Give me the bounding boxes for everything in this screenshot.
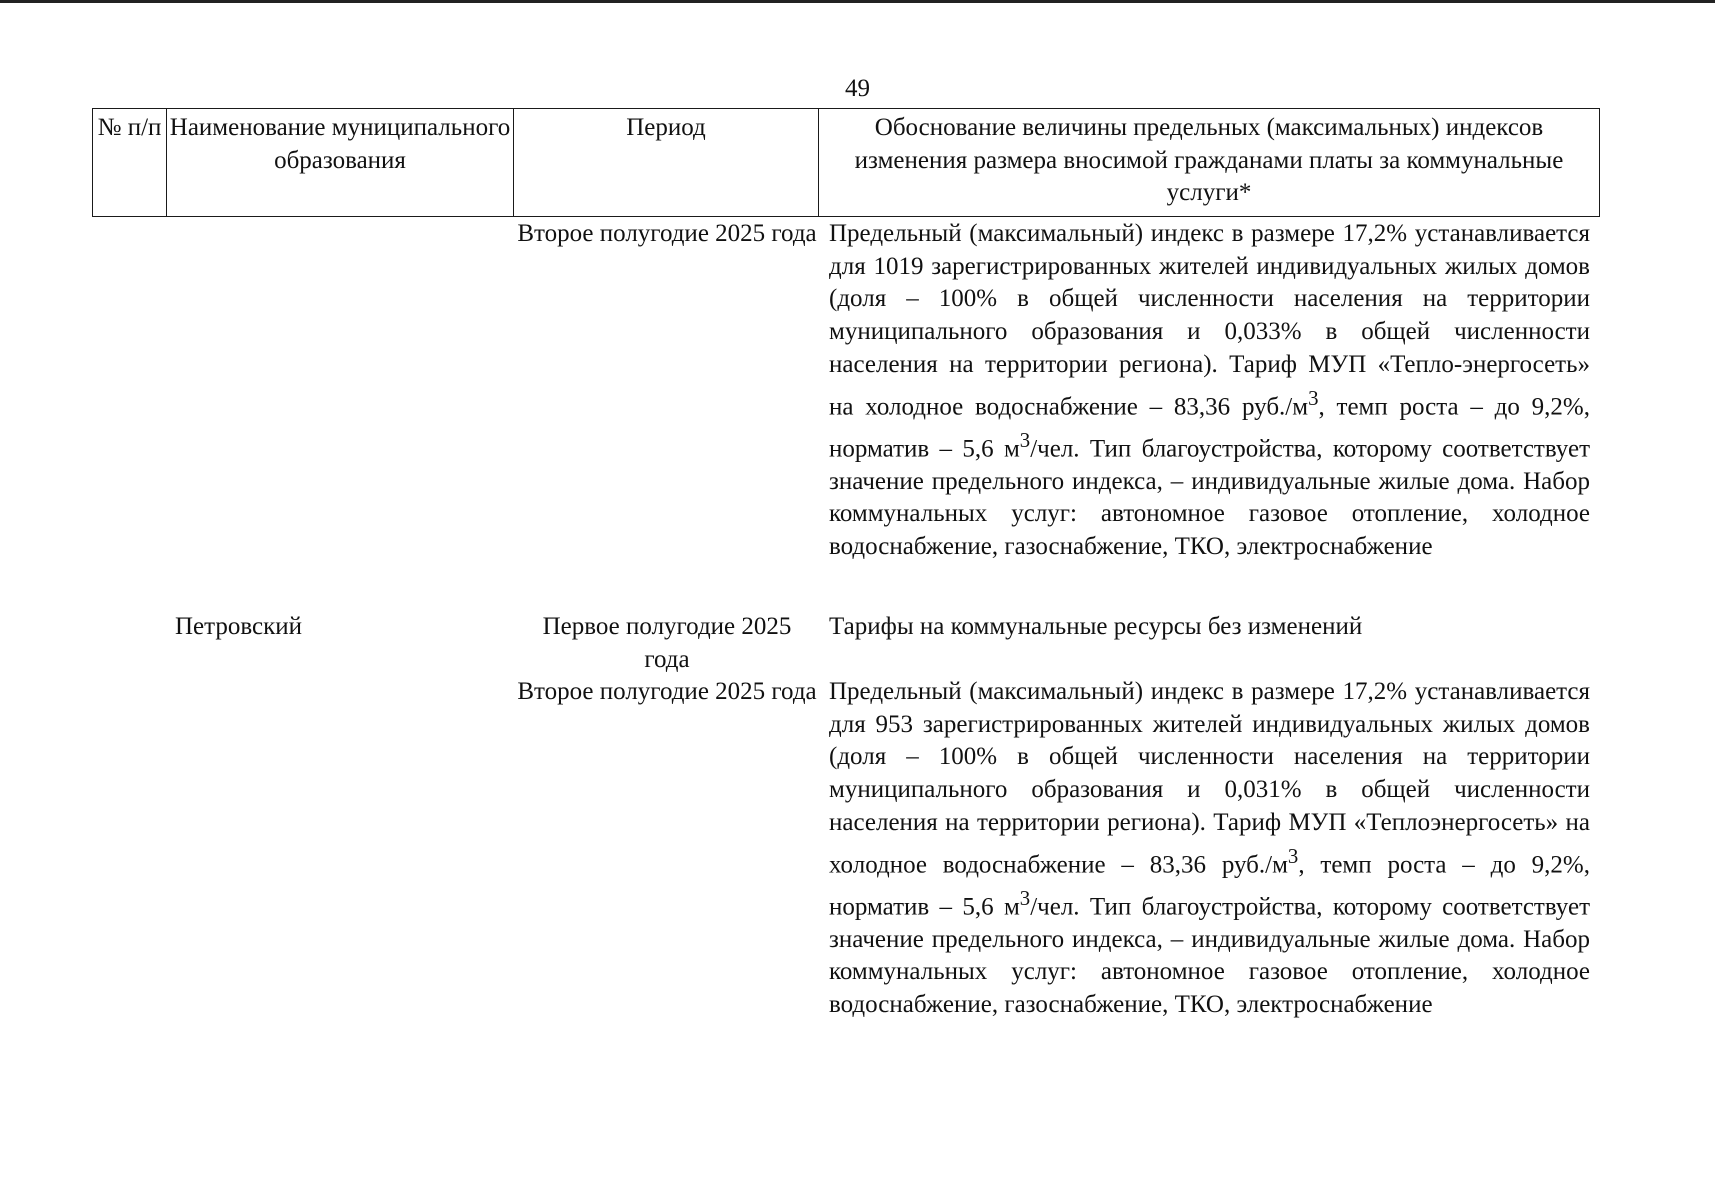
- header-number: № п/п: [93, 109, 167, 216]
- table-header: [92, 108, 1600, 217]
- row-2-justification: Тарифы на коммунальные ресурсы без изменений: [829, 613, 1363, 640]
- row-2-municipality: Петровский: [175, 613, 303, 640]
- page-number: 49: [845, 75, 870, 102]
- row-1-justification: Предельный (максимальный) индекс в размере 17,2% устанавливается для 1019 зарегистрированных жителей индивидуальных жилых домов (доля – 100% в общей численности населения на территории муниципального образования и 0,033% в общей численности населения на территории региона). Тариф МУП «Тепло-энергосеть» на холодное водоснабжение – 83,36 $руб./м^3$, темп роста – до 9,2%, норматив – 5,6 $м^3$/чел. Тип благоустройства, которому соответствует значение предельного индекса, – индивидуальные жилые дома. Набор коммунальных услуг: автономное газовое отопление, холодное водоснабжение, газоснабжение, ТКО, электроснабжение: [829, 220, 1591, 560]
- row-3-period: Второе полугодие 2025 года: [517, 678, 817, 705]
- row-2-period: Первое полугодие 2025 года: [542, 613, 792, 673]
- row-1-period: Второе полугодие 2025 года: [517, 220, 817, 247]
- header-municipality: Наименование муниципального образования: [167, 109, 514, 216]
- header-period: Период: [514, 109, 819, 216]
- header-justification: Обоснование величины предельных (максимальных) индексов изменения размера вносимой гражданами платы за коммунальные услуги*: [854, 114, 1564, 206]
- page-top-rule: [0, 0, 1715, 3]
- row-3-justification: Предельный (максимальный) индекс в размере 17,2% устанавливается для 953 зарегистрированных жителей индивидуальных жилых домов (доля – 100% в общей численности населения на территории муниципального образования и 0,031% в общей численности населения на территории региона). Тариф МУП «Теплоэнергосеть» на холодное водоснабжение – 83,36 $руб./м^3$, темп роста – до 9,2%, норматив – 5,6 $м^3$/чел. Тип благоустройства, которому соответствует значение предельного индекса, – индивидуальные жилые дома. Набор коммунальных услуг: автономное газовое отопление, холодное водоснабжение, газоснабжение, ТКО, электроснабжение: [829, 678, 1590, 1018]
